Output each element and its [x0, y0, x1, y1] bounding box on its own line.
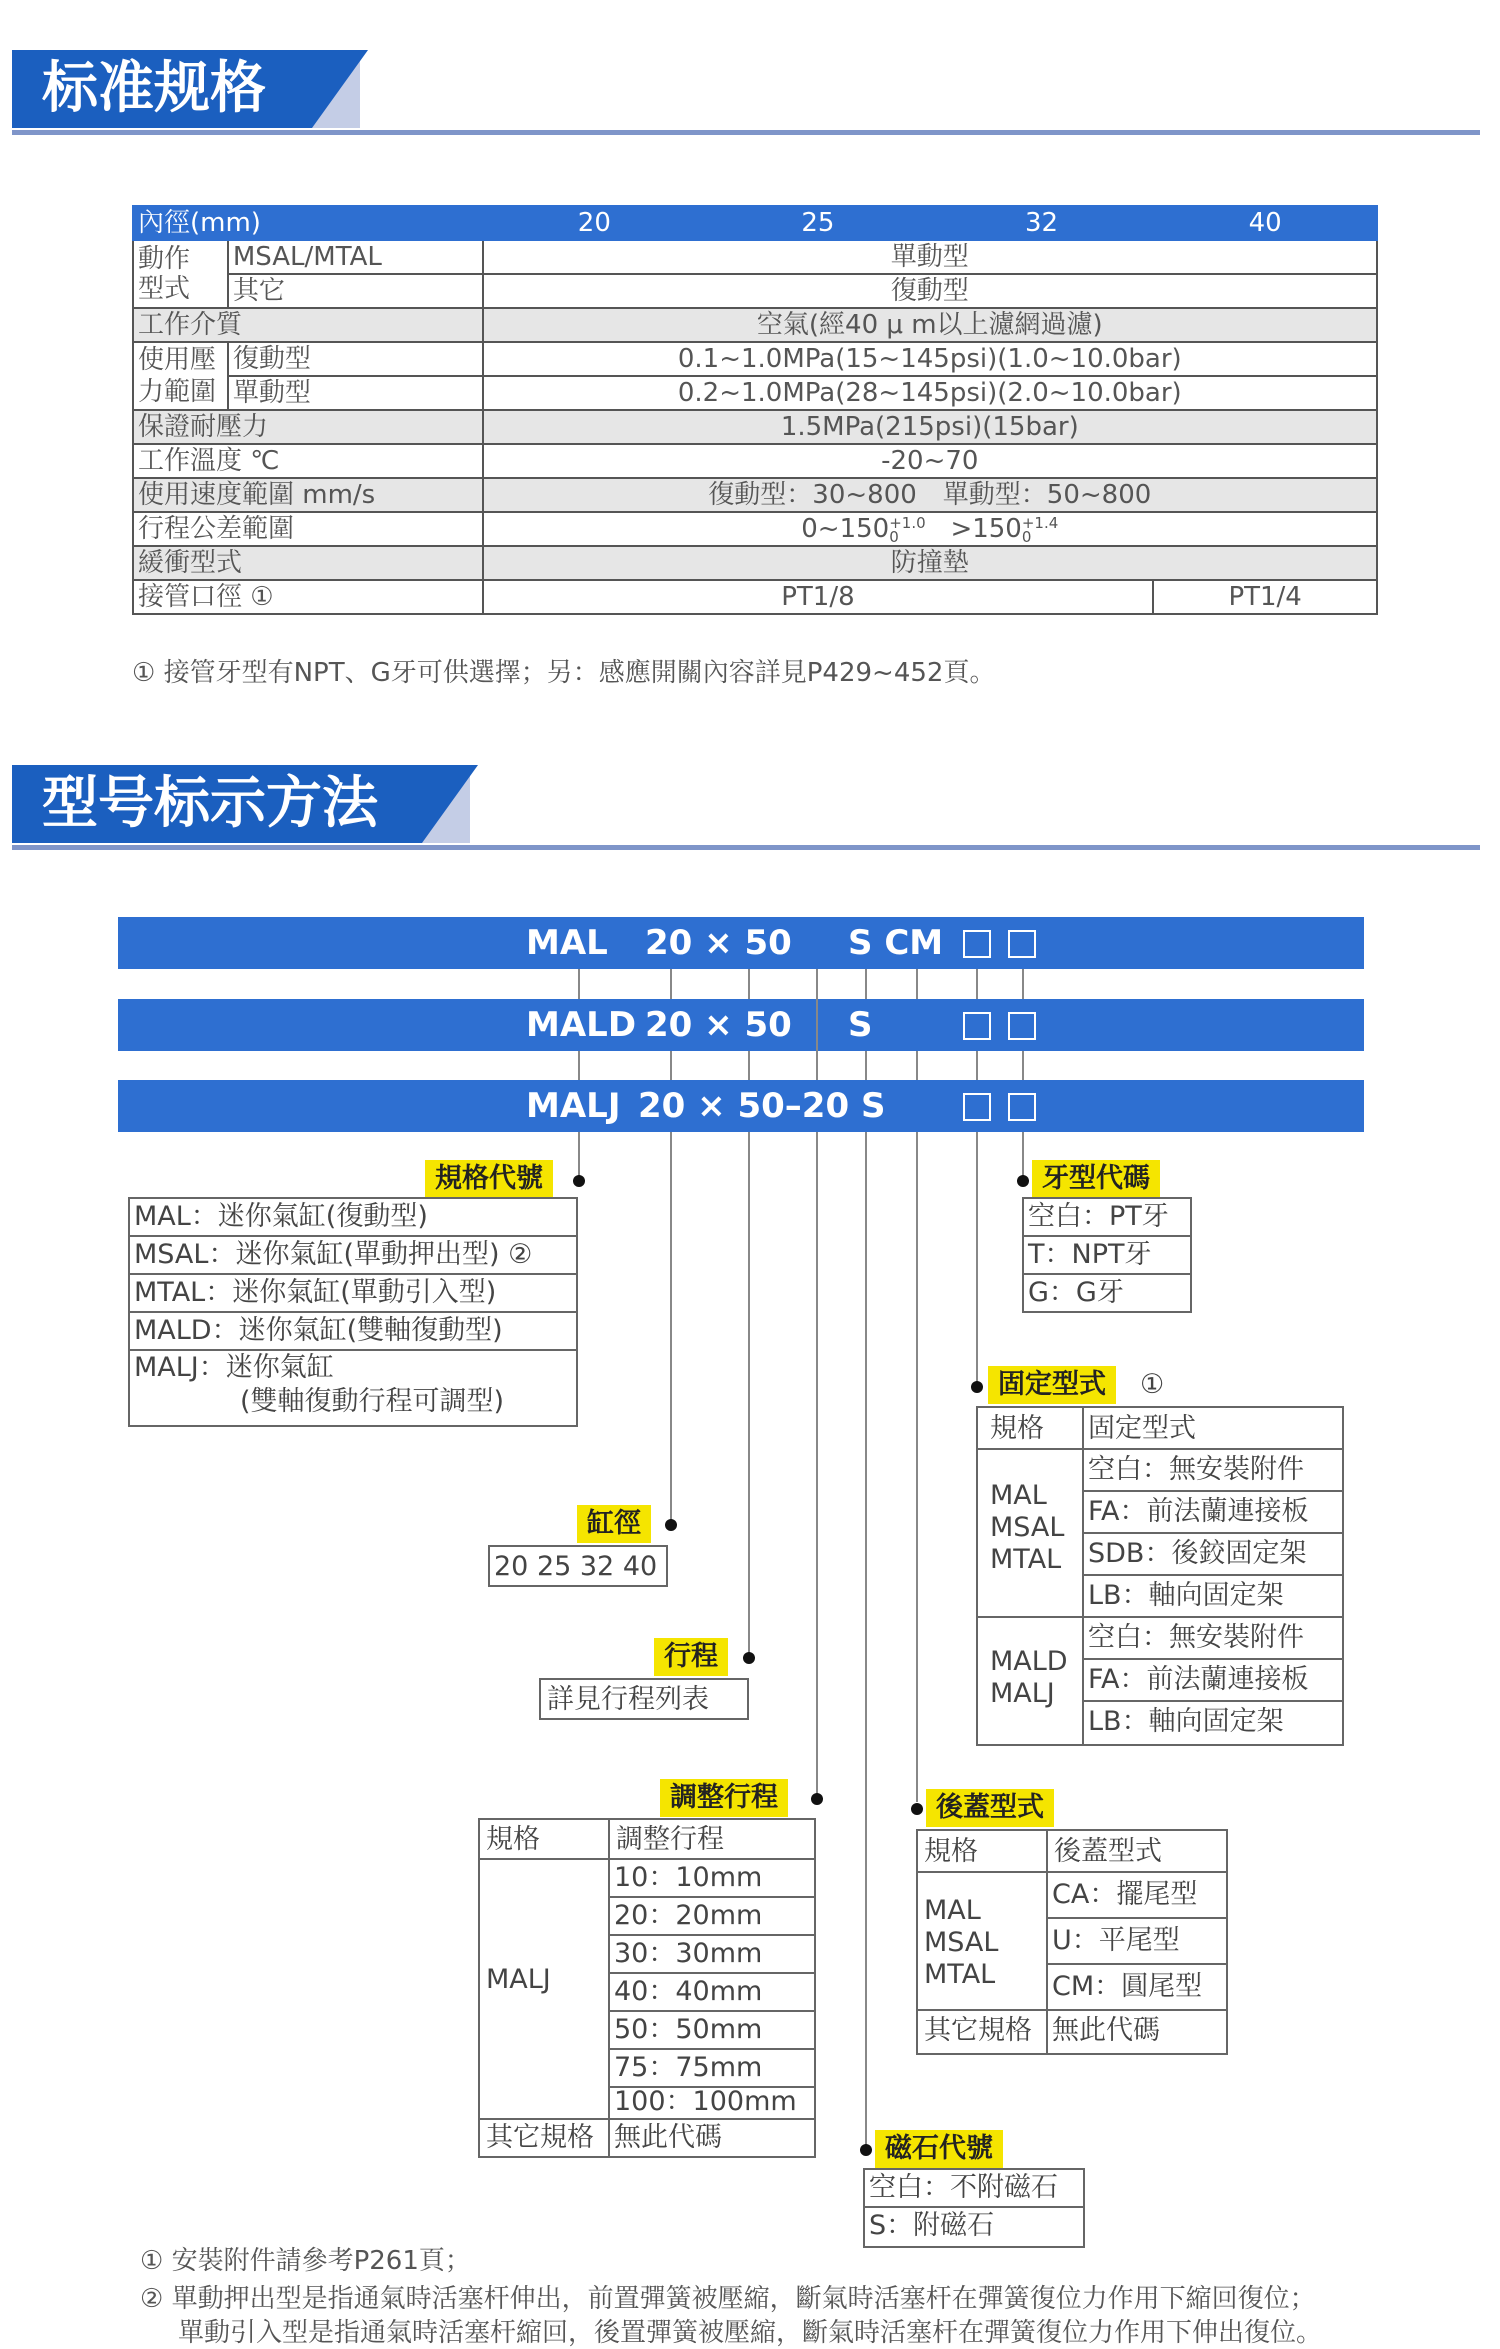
- magnet-item: 空白：不附磁石: [865, 2170, 1083, 2208]
- bar-malj-box-2: [1008, 1093, 1036, 1121]
- bore-value: 20 25 32 40: [494, 1551, 658, 1582]
- cover-models: MAL MSAL MTAL: [924, 1895, 999, 1990]
- spec-double-value: 0.1~1.0MPa(15~145psi)(1.0~10.0bar): [483, 342, 1377, 376]
- spec-code-item-malj: MALJ：迷你氣缸 (雙軸復動行程可調型): [134, 1352, 505, 1417]
- spec-port: 接管口徑 ①: [133, 580, 483, 614]
- footnote-2: ② 單動押出型是指通氣時活塞杆伸出，前置彈簧被壓縮，斷氣時活塞杆在彈簧復位力作用下縮回復位；: [140, 2284, 1316, 2314]
- thread-tag: 牙型代碼: [1032, 1160, 1160, 1198]
- stroke-dot: [743, 1652, 755, 1664]
- stroke-box: [539, 1678, 749, 1720]
- mount-dot: [971, 1381, 983, 1393]
- adj-stroke-item: 75：75mm: [614, 2052, 763, 2083]
- stroke-value: 詳見行程列表: [547, 1684, 709, 1715]
- spec-row-port: [133, 580, 1377, 614]
- adj-stroke-item: 30：30mm: [614, 1938, 763, 1969]
- spec-other-value: 復動型: [483, 274, 1377, 308]
- mount-g1-models: MAL MSAL MTAL: [990, 1480, 1065, 1575]
- mount-h1: 規格: [990, 1413, 1044, 1444]
- model-bar-mal: [118, 917, 1364, 969]
- spec-speed: 使用速度範圍 mm/s: [133, 478, 483, 512]
- spec-other: 其它: [228, 274, 483, 308]
- bore-box: [488, 1545, 668, 1587]
- section-title-model-code: 型号标示方法: [12, 765, 422, 843]
- magnet-list: [863, 2168, 1085, 2248]
- spec-row-action-1: [133, 240, 1377, 274]
- adj-stroke-other-value: 無此代碼: [614, 2122, 722, 2153]
- spec-header-25: 25: [706, 206, 930, 240]
- mount-item: SDB：後鉸固定架: [1088, 1538, 1307, 1569]
- magnet-dot: [860, 2144, 872, 2156]
- section-title-standard: 标准规格: [12, 50, 312, 128]
- footnote-1: ① 安裝附件請參考P261頁；: [140, 2246, 471, 2276]
- stroke-tag: 行程: [654, 1638, 728, 1676]
- mount-h2: 固定型式: [1088, 1413, 1196, 1444]
- spec-stroke-tol-value: 0~150+1.0 0 >150+1.4 0: [483, 512, 1377, 546]
- spec-code-list: [128, 1197, 578, 1427]
- adj-stroke-dot: [811, 1793, 823, 1805]
- spec-stroke-tol: 行程公差範圍: [133, 512, 483, 546]
- cover-item: CA：擺尾型: [1052, 1879, 1198, 1910]
- cover-dot: [911, 1803, 923, 1815]
- spec-row-cushion: [133, 546, 1377, 580]
- bar-mald-size: 20 × 50: [645, 1005, 792, 1045]
- thread-item: T：NPT牙: [1024, 1237, 1190, 1275]
- spec-row-action-2: [133, 274, 1377, 308]
- spec-code-tag: 規格代號: [425, 1160, 553, 1198]
- spec-row-stroke-tol: [133, 512, 1377, 546]
- bar-mald-series: MALD: [526, 1005, 637, 1045]
- spec-header-32: 32: [930, 206, 1154, 240]
- bar-malj-size: 20 × 50–20 S: [638, 1086, 886, 1126]
- spec-temp: 工作溫度 ℃: [133, 444, 483, 478]
- bar-mal-suffix: S CM: [848, 923, 944, 963]
- cover-tag: 後蓋型式: [926, 1789, 1054, 1827]
- spec-proof: 保證耐壓力: [133, 410, 483, 444]
- cover-item: U：平尾型: [1052, 1925, 1180, 1956]
- cover-table: [916, 1829, 1228, 2055]
- mount-tag: 固定型式: [988, 1366, 1116, 1404]
- spec-row-proof: [133, 410, 1377, 444]
- spec-footnote: ① 接管牙型有NPT、G牙可供選擇；另：感應開關內容詳見P429~452頁。: [132, 658, 996, 688]
- adj-stroke-other: 其它規格: [486, 2122, 594, 2153]
- spec-double: 復動型: [228, 342, 483, 376]
- bar-mal-box-2: [1008, 930, 1036, 958]
- bore-dot: [665, 1519, 677, 1531]
- spec-code-dot: [573, 1175, 585, 1187]
- bar-mald-suffix: S: [848, 1005, 873, 1045]
- mount-item: LB：軸向固定架: [1088, 1706, 1284, 1737]
- thread-item: 空白：PT牙: [1024, 1199, 1190, 1237]
- spec-code-item: MALD：迷你氣缸(雙軸復動型): [130, 1313, 576, 1351]
- spec-cushion: 緩衝型式: [133, 546, 483, 580]
- cover-other: 其它規格: [924, 2015, 1032, 2046]
- mount-item: FA：前法蘭連接板: [1088, 1664, 1309, 1695]
- spec-header-20: 20: [483, 206, 707, 240]
- model-bar-mald: [118, 999, 1364, 1051]
- magnet-item: S：附磁石: [869, 2210, 995, 2241]
- bore-tag: 缸徑: [577, 1505, 651, 1543]
- magnet-tag: 磁石代號: [875, 2130, 1003, 2168]
- adj-stroke-h2: 調整行程: [616, 1824, 724, 1855]
- spec-pressure-label: 使用壓 力範圍: [133, 342, 228, 410]
- spec-msal-mtal-value: 單動型: [483, 240, 1377, 274]
- mount-note: ①: [1140, 1369, 1165, 1400]
- adj-stroke-item: 100：100mm: [614, 2086, 797, 2117]
- spec-msal-mtal: MSAL/MTAL: [228, 240, 483, 274]
- spec-row-temp: [133, 444, 1377, 478]
- spec-header-40: 40: [1153, 206, 1377, 240]
- spec-speed-value: 復動型：30~800 單動型：50~800: [483, 478, 1377, 512]
- spec-single-value: 0.2~1.0MPa(28~145psi)(2.0~10.0bar): [483, 376, 1377, 410]
- spec-header-bore: 內徑(mm): [133, 206, 483, 240]
- spec-code-item: MSAL：迷你氣缸(單動押出型) ②: [130, 1237, 576, 1275]
- mount-table: [976, 1406, 1344, 1746]
- spec-temp-value: -20~70: [483, 444, 1377, 478]
- spec-proof-value: 1.5MPa(215psi)(15bar): [483, 410, 1377, 444]
- adj-stroke-item: 10：10mm: [614, 1862, 763, 1893]
- spec-port-value-2: PT1/4: [1153, 580, 1377, 614]
- mount-g2-models: MALD MALJ: [990, 1646, 1068, 1709]
- spec-action-label: 動作 型式: [133, 240, 228, 308]
- spec-port-value-1: PT1/8: [483, 580, 1154, 614]
- bar-mal-size: 20 × 50: [645, 923, 792, 963]
- adj-stroke-model: MALJ: [486, 1964, 551, 1995]
- spec-table: [132, 205, 1378, 615]
- spec-row-pressure-2: [133, 376, 1377, 410]
- spec-code-item: MTAL：迷你氣缸(單動引入型): [130, 1275, 576, 1313]
- spec-row-medium: [133, 308, 1377, 342]
- mount-item: 空白：無安裝附件: [1088, 1454, 1304, 1485]
- bar-mald-box-1: [963, 1012, 991, 1040]
- thread-list: [1022, 1197, 1192, 1313]
- spec-medium-value: 空氣(經40 μ m以上濾網過濾): [483, 308, 1377, 342]
- cover-h1: 規格: [924, 1836, 978, 1867]
- spec-cushion-value: 防撞墊: [483, 546, 1377, 580]
- spec-row-pressure-1: [133, 342, 1377, 376]
- spec-header-row: [133, 206, 1377, 240]
- cover-item: CM：圓尾型: [1052, 1971, 1203, 2002]
- bar-malj-box-1: [963, 1093, 991, 1121]
- adj-stroke-item: 50：50mm: [614, 2014, 763, 2045]
- bar-mal-series: MAL: [526, 923, 608, 963]
- mount-item: 空白：無安裝附件: [1088, 1622, 1304, 1653]
- cover-h2: 後蓋型式: [1054, 1836, 1162, 1867]
- adj-stroke-item: 20：20mm: [614, 1900, 763, 1931]
- adj-stroke-tag: 調整行程: [660, 1779, 788, 1817]
- mount-item: LB：軸向固定架: [1088, 1580, 1284, 1611]
- spec-single: 單動型: [228, 376, 483, 410]
- bar-malj-series: MALJ: [526, 1086, 621, 1126]
- footnote-3: 單動引入型是指通氣時活塞杆縮回，後置彈簧被壓縮，斷氣時活塞杆在彈簧復位力作用下伸出復位。: [178, 2318, 1323, 2348]
- spec-code-item: MAL：迷你氣缸(復動型): [130, 1199, 576, 1237]
- adj-stroke-table: [478, 1818, 816, 2158]
- bar-mal-box-1: [963, 930, 991, 958]
- model-bar-malj: [118, 1080, 1364, 1132]
- spec-medium: 工作介質: [133, 308, 483, 342]
- cover-other-value: 無此代碼: [1052, 2015, 1160, 2046]
- adj-stroke-item: 40：40mm: [614, 1976, 763, 2007]
- thread-dot: [1017, 1175, 1029, 1187]
- bar-mald-box-2: [1008, 1012, 1036, 1040]
- thread-item: G：G牙: [1028, 1277, 1124, 1308]
- spec-row-speed: [133, 478, 1377, 512]
- adj-stroke-h1: 規格: [486, 1824, 540, 1855]
- mount-item: FA：前法蘭連接板: [1088, 1496, 1309, 1527]
